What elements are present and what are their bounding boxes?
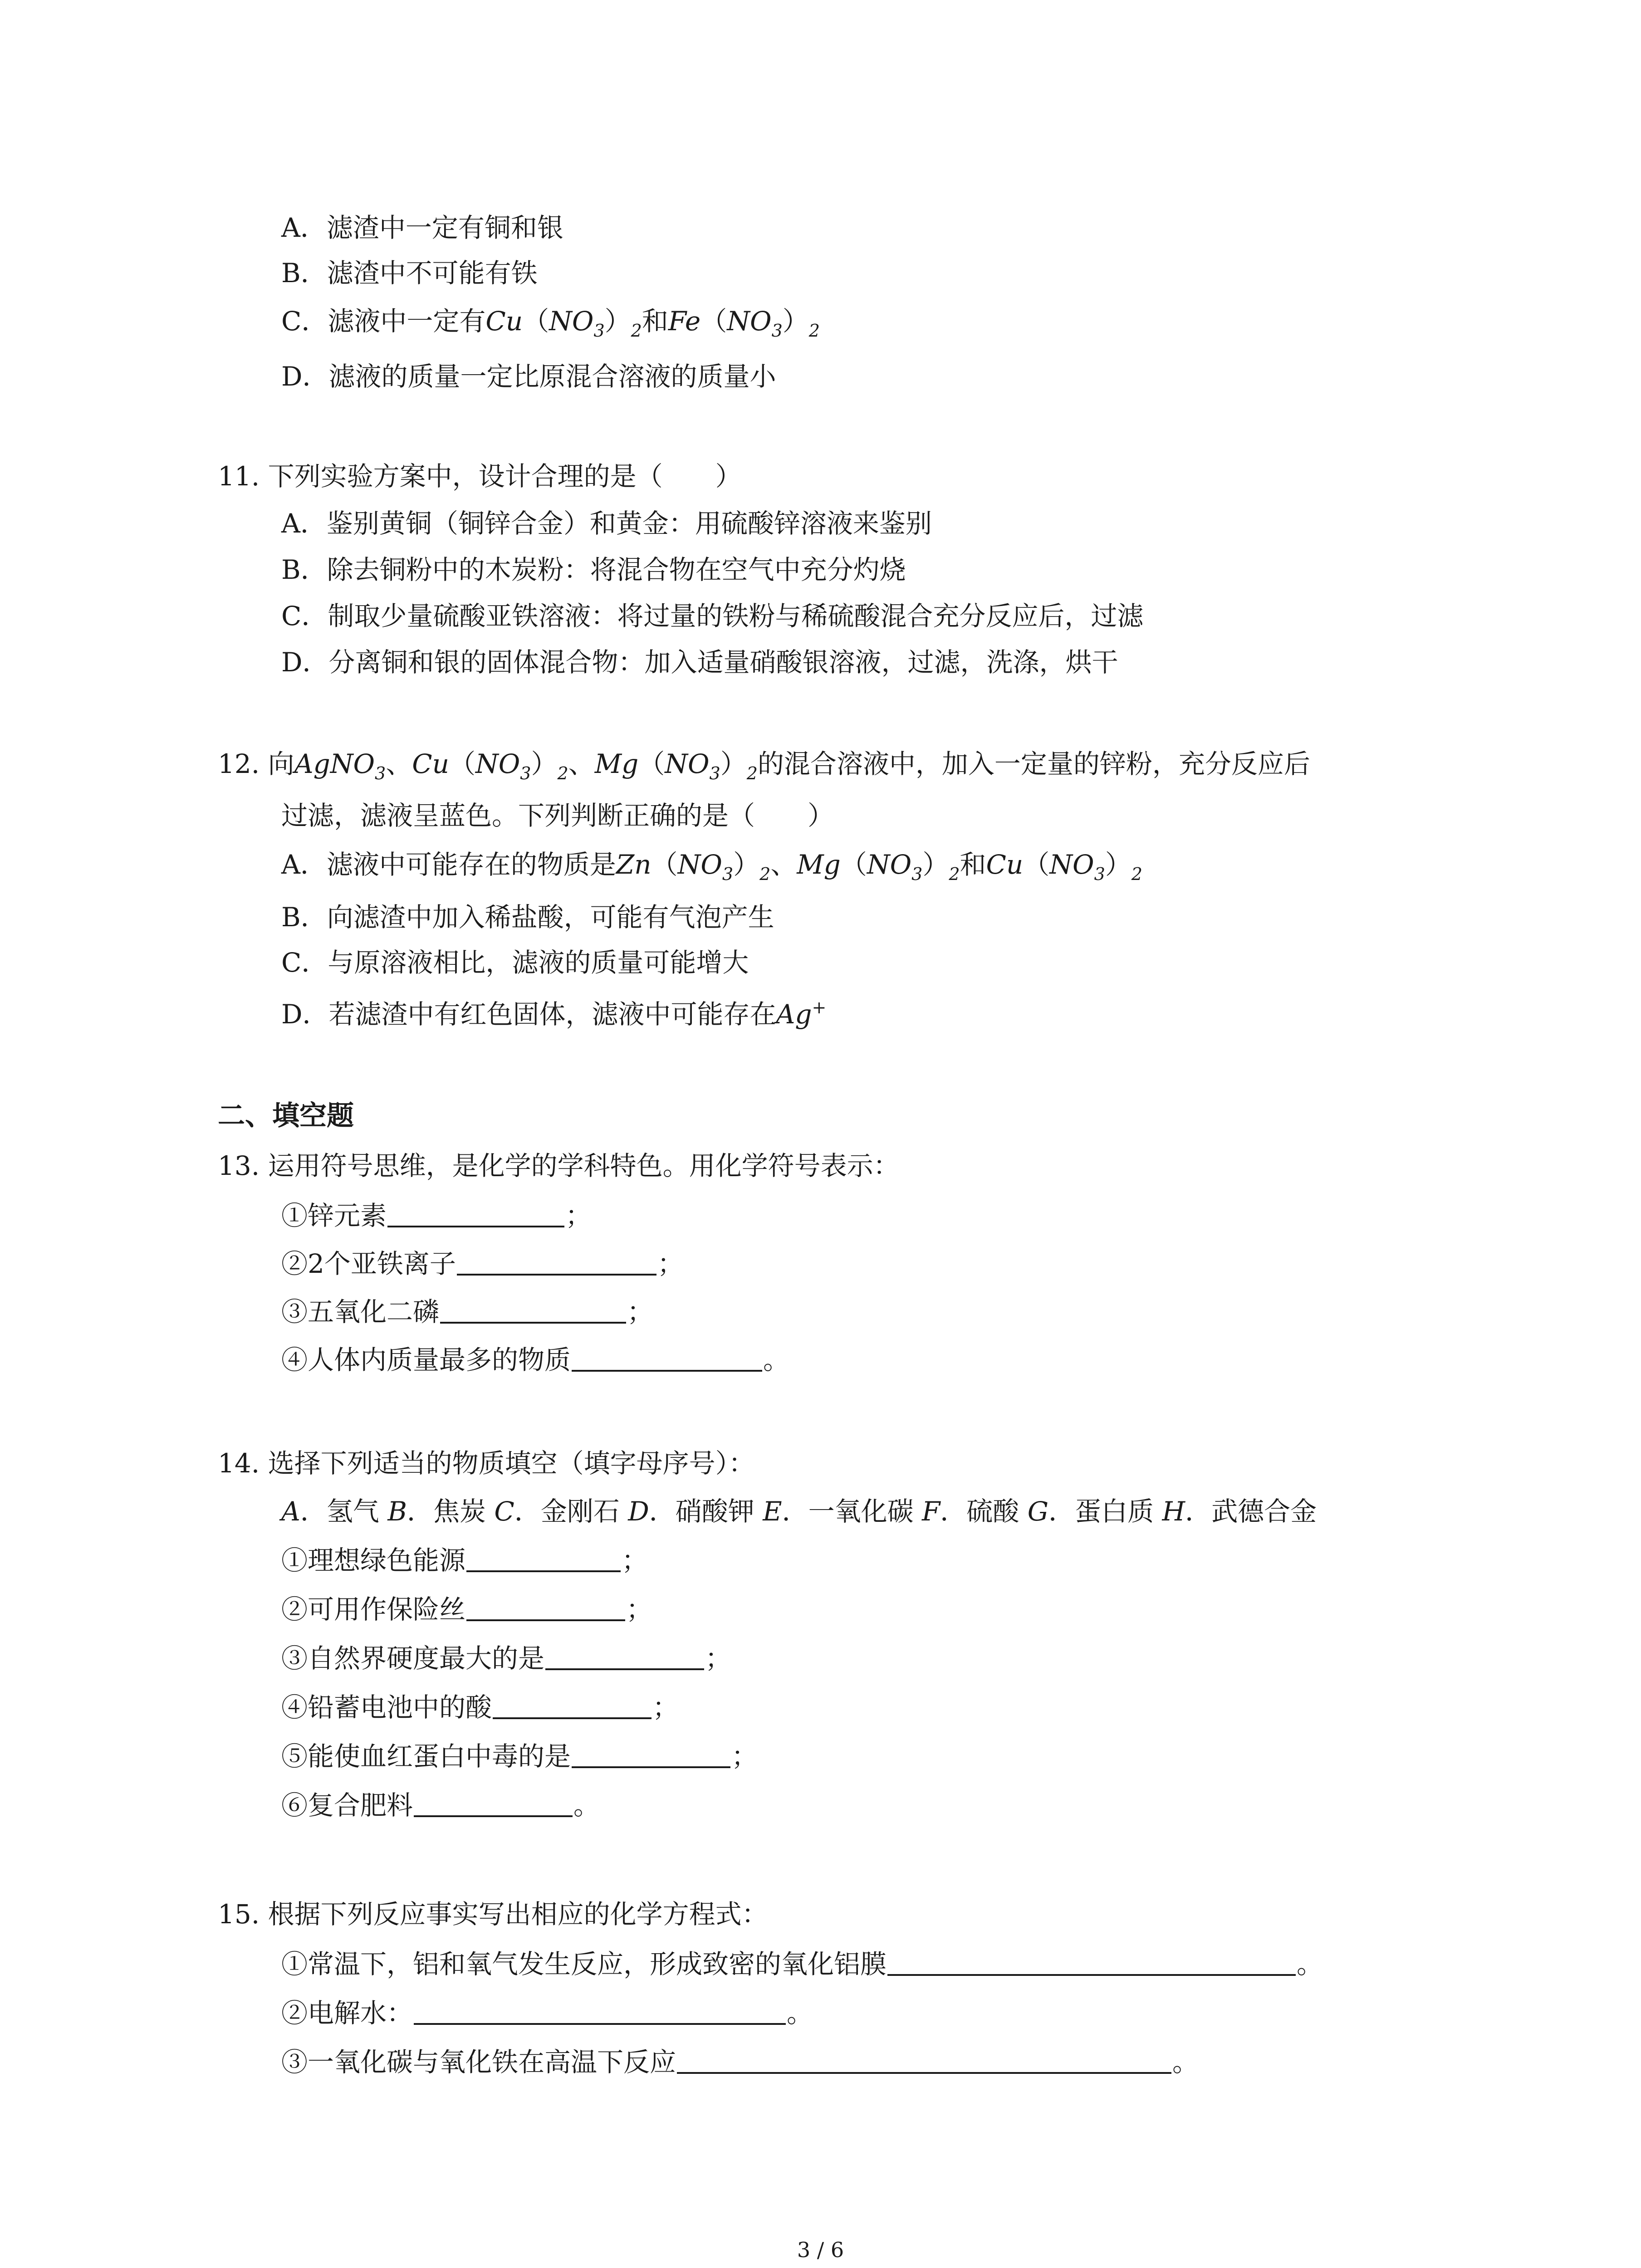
answer-blank[interactable] [387,1198,564,1227]
q14-item-2: ②可用作保险丝 ； [281,1591,652,1628]
q13-item-1: ①锌元素 ； [281,1198,592,1234]
answer-blank[interactable] [440,1294,626,1324]
q14-item-1: ①理想绿色能源 ； [281,1542,648,1579]
answer-blank[interactable] [572,1342,762,1372]
q11-option-d: D．分离铜和银的固体混合物：加入适量硝酸银溶液，过滤，洗涤，烘干 [281,647,1118,678]
q14-stem: 14. 选择下列适当的物质填空（填字母序号）： [218,1448,755,1479]
q14-options: A．氢气 B．焦炭 C．金刚石 D．硝酸钾 E．一氧化碳 F．硫酸 G．蛋白质 H．武德合金 [281,1496,1317,1527]
q11-option-b: B．除去铜粉中的木炭粉：将混合物在空气中充分灼烧 [281,554,906,585]
answer-blank[interactable] [545,1640,704,1670]
q15-item-1: ①常温下，铝和氧气发生反应，形成致密的氧化铝膜 。 [281,1946,1323,1982]
answer-blank[interactable] [887,1946,1296,1976]
q14-item-5: ⑤能使血红蛋白中毒的是 ； [281,1738,758,1774]
q12-option-a: A．滤液中可能存在的物质是$Zn(NO_3)_2$、$Mg(NO_3)_2$和$Cu(NO_3)_2$ [281,849,1142,884]
q10-option-c: C．滤液中一定有$Cu(NO_3)_2$和$Fe(NO_3)_2$ [281,306,820,341]
answer-blank[interactable] [457,1246,656,1276]
q10-option-b: B．滤渣中不可能有铁 [281,258,538,288]
q15-stem: 15. 根据下列反应事实写出相应的化学方程式： [218,1899,768,1930]
answer-blank[interactable] [466,1591,625,1621]
q12-option-d: D．若滤渣中有红色固体，滤液中可能存在Ag+ [281,997,827,1030]
answer-blank[interactable] [414,1787,573,1817]
page-number: 3 / 6 [797,2238,844,2262]
answer-blank[interactable] [493,1689,652,1719]
q11-option-a: A．鉴别黄铜（铜锌合金）和黄金：用硫酸锌溶液来鉴别 [281,508,932,539]
q12-stem-line2: 过滤，滤液呈蓝色。下列判断正确的是（ ） [281,800,834,831]
q11-option-c: C．制取少量硫酸亚铁溶液：将过量的铁粉与稀硫酸混合充分反应后，过滤 [281,601,1144,631]
q15-item-3: ③一氧化碳与氧化铁在高温下反应 。 [281,2044,1199,2080]
q15-item-2: ②电解水： 。 [281,1995,813,2031]
q13-item-3: ③五氧化二磷 ； [281,1294,653,1330]
q11-stem: 11. 下列实验方案中，设计合理的是（ ） [218,461,742,492]
answer-blank[interactable] [414,1995,786,2025]
q12-stem-line1: 12. 向AgNO$_3$、$Cu(NO_3)_2$、$Mg(NO_3)_2$的混合溶液中，加入一定量的锌粉，充分反应后 [218,748,1310,783]
section-heading-fill-in: 二、填空题 [218,1100,354,1132]
q13-item-2: ②2个亚铁离子 ； [281,1246,684,1282]
answer-blank[interactable] [466,1542,621,1572]
q10-option-d: D．滤液的质量一定比原混合溶液的质量小 [281,361,776,392]
answer-blank[interactable] [572,1738,730,1768]
q12-option-b: B．向滤渣中加入稀盐酸，可能有气泡产生 [281,902,774,933]
q14-item-4: ④铅蓄电池中的酸 ； [281,1689,679,1725]
q14-item-3: ③自然界硬度最大的是 ； [281,1640,731,1677]
q13-stem: 13. 运用符号思维，是化学的学科特色。用化学符号表示： [218,1150,900,1181]
q14-item-6: ⑥复合肥料 。 [281,1787,600,1823]
q13-item-4: ④人体内质量最多的物质 。 [281,1342,789,1378]
q12-option-c: C．与原溶液相比，滤液的质量可能增大 [281,947,749,978]
answer-blank[interactable] [677,2044,1171,2074]
q10-option-a: A．滤渣中一定有铜和银 [281,212,563,243]
